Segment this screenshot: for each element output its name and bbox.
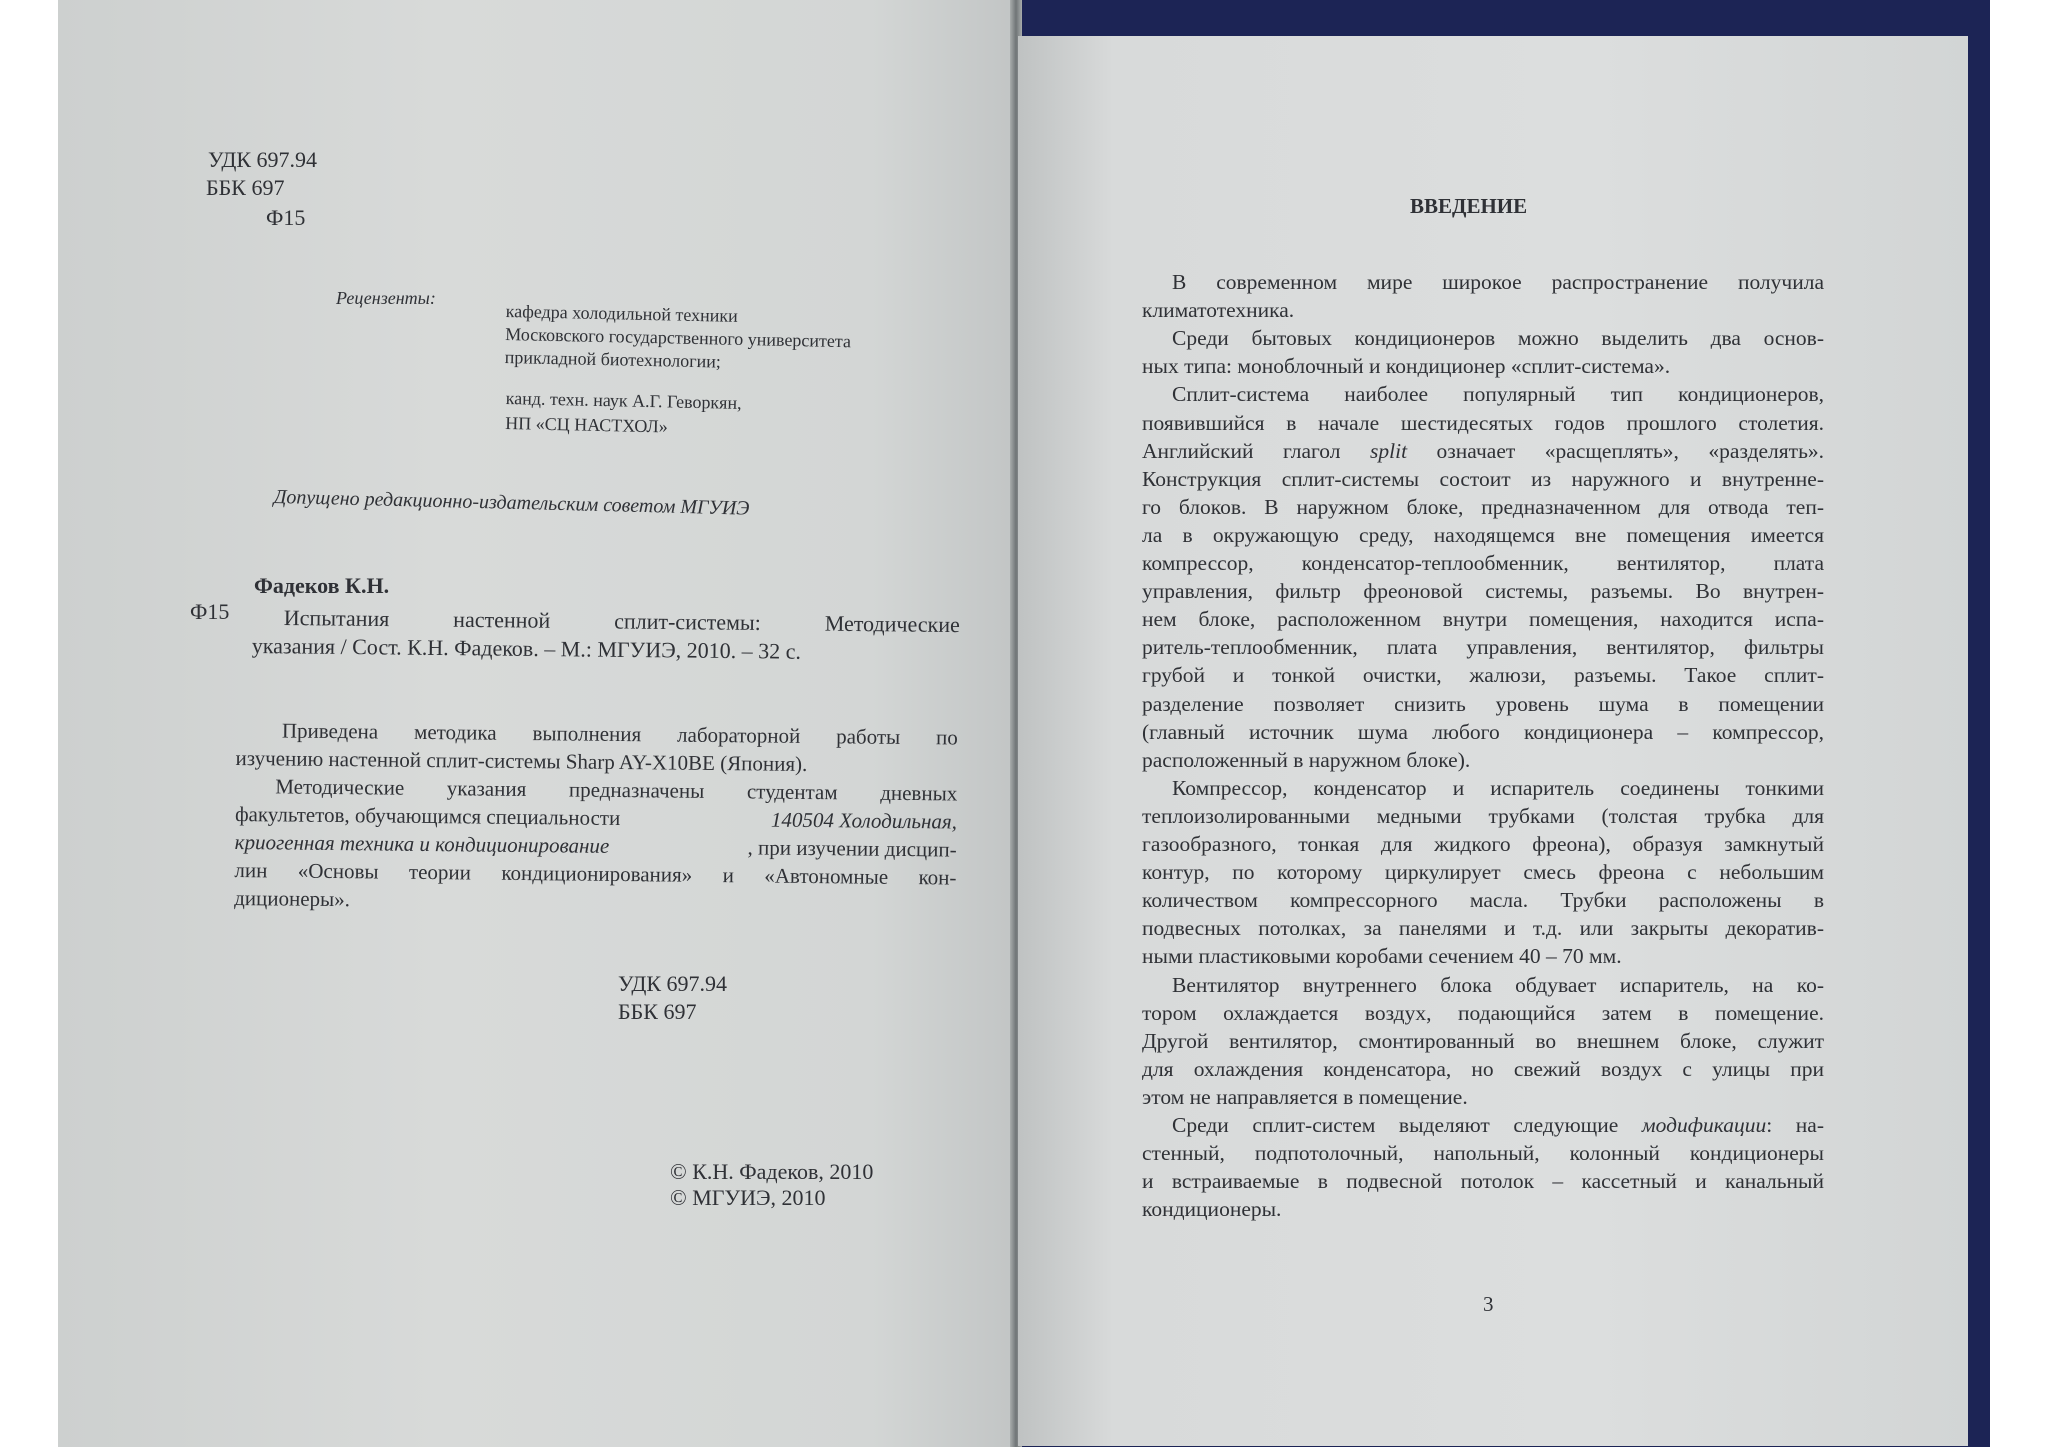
introduction-text [1018,36,1968,1446]
reviewers-label: Рецензенты: [336,288,436,308]
abstract-line-3: Методические указания предназначены студентам дневных [275,774,958,806]
intro-line: го блоков. В наружном блоке, предназначенном для отвода теп- [1142,494,1824,519]
copyright-publisher: © МГУИЭ, 2010 [670,1185,826,1210]
intro-line: этом не направляется в помещение. [1142,1084,1468,1109]
reviewer-1-line-3: прикладной биотехнологии; [504,346,722,372]
intro-line: теплоизолированными медными трубками (толстая трубка для [1142,803,1824,828]
author-mark: Ф15 [190,599,230,624]
intro-line-text: Среди сплит-систем выделяют следующие [1172,1113,1642,1137]
intro-line: ритель-теплообменник, плата управления, вентилятор, фильтры [1142,635,1824,660]
intro-line-text: : на- [1766,1113,1825,1137]
intro-line: кондиционеры. [1142,1197,1282,1222]
intro-line: расположенный в наружном блоке). [1142,747,1471,772]
right-page [1018,36,1968,1446]
intro-line: управления, фильтр фреоновой системы, разъемы. Во внутрен- [1142,579,1824,604]
abstract [58,0,1016,1447]
left-page [58,0,1016,1447]
approval-note: Допущено редакционно-издательским советом МГУИЭ [273,486,750,520]
intro-line: климатотехника. [1142,298,1295,323]
reviewer-2-line-1: канд. техн. наук А.Г. Геворкян, [505,387,742,413]
intro-line [1172,1111,1824,1139]
abstract-line-7: диционеры». [234,885,351,912]
intro-line: Сплит-система наиболее популярный тип кондиционеров, [1172,382,1824,407]
intro-line: (главный источник шума любого кондиционера – компрессор, [1142,719,1824,744]
udk-code-bottom: УДК 697.94 [618,971,728,996]
copyright-author: © К.Н. Фадеков, 2010 [670,1159,874,1184]
intro-line: для охлаждения конденсатора, но свежий воздух с улицы при [1142,1056,1824,1081]
intro-line: контур, по которому циркулирует смесь фреона с небольшим [1142,860,1824,885]
intro-line: ными пластиковыми коробами сечением 40 – 70 мм. [1142,944,1622,969]
intro-line: ных типа: моноблочный и кондиционер «сплит-система». [1142,354,1671,379]
intro-line: количеством компрессорного масла. Трубки расположены в [1142,888,1824,913]
intro-line: Вентилятор внутреннего блока обдувает испаритель, на ко- [1172,972,1824,997]
specialty-code: 140504 Холодильная, [770,807,958,834]
intro-line: тором охлаждается воздух, подающийся затем в помещение. [1142,1000,1824,1025]
intro-line: компрессор, конденсатор-теплообменник, вентилятор, плата [1142,551,1824,575]
intro-line-text: означает «расщеплять», «разделять». [1407,438,1824,463]
specialty-name: криогенная техника и кондиционирование [234,829,610,858]
intro-line: подвесных потолках, за панелями и т.д. или закрыты декоратив- [1142,916,1824,941]
intro-line: Среди бытовых кондиционеров можно выделить два основ- [1172,326,1824,351]
intro-line: газообразного, тонкая для жидкого фреона), образуя замкнутый [1142,832,1824,856]
intro-line: стенный, подпотолочный, напольный, колонный кондиционеры [1142,1141,1824,1166]
author-name: Фадеков К.Н. [254,573,390,598]
chapter-title: ВВЕДЕНИЕ [1410,194,1528,218]
abstract-line-1: Приведена методика выполнения лабораторной работы по [281,718,958,750]
bibliographic-title: Испытания настенной сплит-системы: Методические [283,604,960,638]
intro-line-emphasis: модификации [1641,1113,1767,1137]
intro-line: и встраиваемые в подвесной потолок – кассетный и канальный [1142,1169,1824,1194]
intro-line [1142,437,1824,465]
bibliographic-details: указания / Сост. К.Н. Фадеков. – М.: МГУИЭ, 2010. – 32 с. [251,632,802,664]
reviewer-1-line-1: кафедра холодильной техники [505,300,739,326]
author-mark-top: Ф15 [266,205,306,230]
abstract-line-5-plain: , при изучении дисцип- [747,835,957,862]
intro-line: появившийся в начале шестидесятых годов прошлого столетия. [1142,410,1824,435]
abstract-line-4-plain: факультетов, обучающимся специальности [234,801,621,831]
intro-line: Компрессор, конденсатор и испаритель соединены тонкими [1172,775,1824,800]
intro-line: разделение позволяет снизить уровень шума в помещении [1142,691,1824,716]
udk-code: УДК 697.94 [208,147,318,172]
abstract-line-6: лин «Основы теории кондиционирования» и «Автономные кон- [234,857,957,890]
intro-line: ла в окружающую среду, находящемся вне помещения имеется [1142,522,1824,547]
intro-line: грубой и тонкой очистки, жалюзи, разъемы. Такое сплит- [1142,663,1824,688]
bbk-code-bottom: ББК 697 [618,999,697,1024]
bbk-code: ББК 697 [206,175,285,200]
intro-line: Другой вентилятор, смонтированный во внешнем блоке, служит [1142,1028,1824,1053]
reviewer-2-line-2: НП «СЦ НАСТХОЛ» [505,412,668,437]
page-number: 3 [1483,1292,1494,1316]
intro-line: нем блоке, расположенном внутри помещения, находится испа- [1142,607,1824,632]
intro-line-text: Английский глагол [1142,438,1370,463]
intro-line: В современном мире широкое распространение получила [1172,270,1824,294]
abstract-line-2: изучению настенной сплит-системы Sharp AY-X10BE (Япония). [235,745,808,776]
intro-line-emphasis: split [1370,438,1408,463]
intro-line: Конструкция сплит-системы состоит из наружного и внутренне- [1142,466,1824,491]
reviewer-1-line-2: Московского государственного университета [505,323,852,352]
